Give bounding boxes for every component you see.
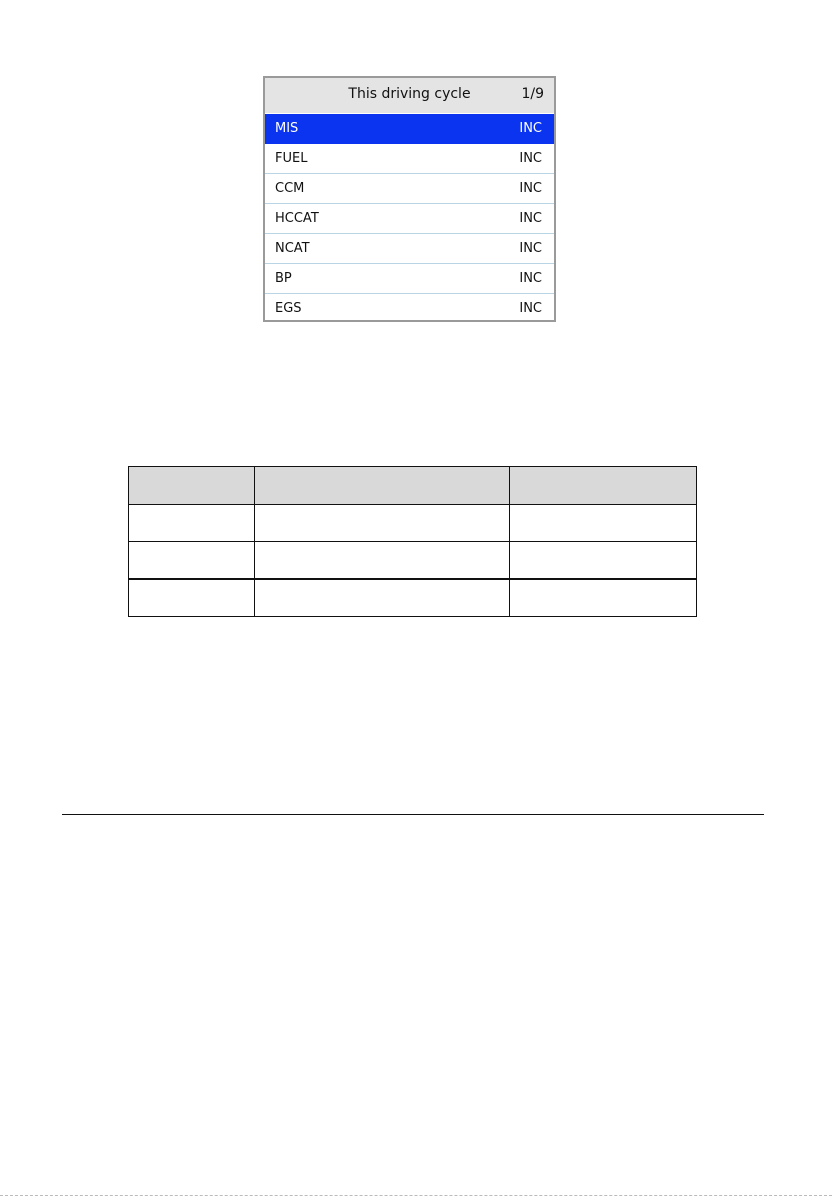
table-cell <box>510 579 697 617</box>
monitor-name: NCAT <box>275 241 310 256</box>
screen-header <box>265 78 554 113</box>
monitor-name: MIS <box>275 121 299 136</box>
monitor-status: INC <box>519 241 542 256</box>
page-indicator: 1/9 <box>521 86 544 102</box>
table-header-row <box>129 467 697 505</box>
monitor-status: INC <box>519 121 542 136</box>
empty-table <box>128 466 697 617</box>
monitor-status: INC <box>519 181 542 196</box>
table-header-cell <box>255 467 510 505</box>
table-row <box>129 579 697 617</box>
device-screen <box>263 76 556 322</box>
list-item-ccm[interactable] <box>265 174 554 204</box>
list-item-mis[interactable] <box>265 114 554 144</box>
monitor-list <box>265 114 554 322</box>
bottom-edge-divider <box>0 1195 832 1196</box>
table-row <box>129 505 697 542</box>
monitor-name: HCCAT <box>275 211 319 226</box>
monitor-status: INC <box>519 271 542 286</box>
monitor-name: EGS <box>275 301 302 316</box>
monitor-status: INC <box>519 301 542 316</box>
table-cell <box>255 542 510 580</box>
list-item-ncat[interactable] <box>265 234 554 264</box>
table-cell <box>129 579 255 617</box>
table-cell <box>510 542 697 580</box>
monitor-name: FUEL <box>275 151 308 166</box>
table-row <box>129 542 697 580</box>
table-cell <box>255 505 510 542</box>
table-header-cell <box>510 467 697 505</box>
list-item-egs[interactable] <box>265 294 554 322</box>
monitor-name: CCM <box>275 181 305 196</box>
screen-title: This driving cycle <box>348 86 471 102</box>
list-item-fuel[interactable] <box>265 144 554 174</box>
table-cell <box>510 505 697 542</box>
monitor-name: BP <box>275 271 292 286</box>
list-item-bp[interactable] <box>265 264 554 294</box>
table-cell <box>129 505 255 542</box>
table-cell <box>255 579 510 617</box>
page-divider <box>62 814 764 815</box>
list-item-hccat[interactable] <box>265 204 554 234</box>
table-header-cell <box>129 467 255 505</box>
table-cell <box>129 542 255 580</box>
monitor-status: INC <box>519 211 542 226</box>
monitor-status: INC <box>519 151 542 166</box>
